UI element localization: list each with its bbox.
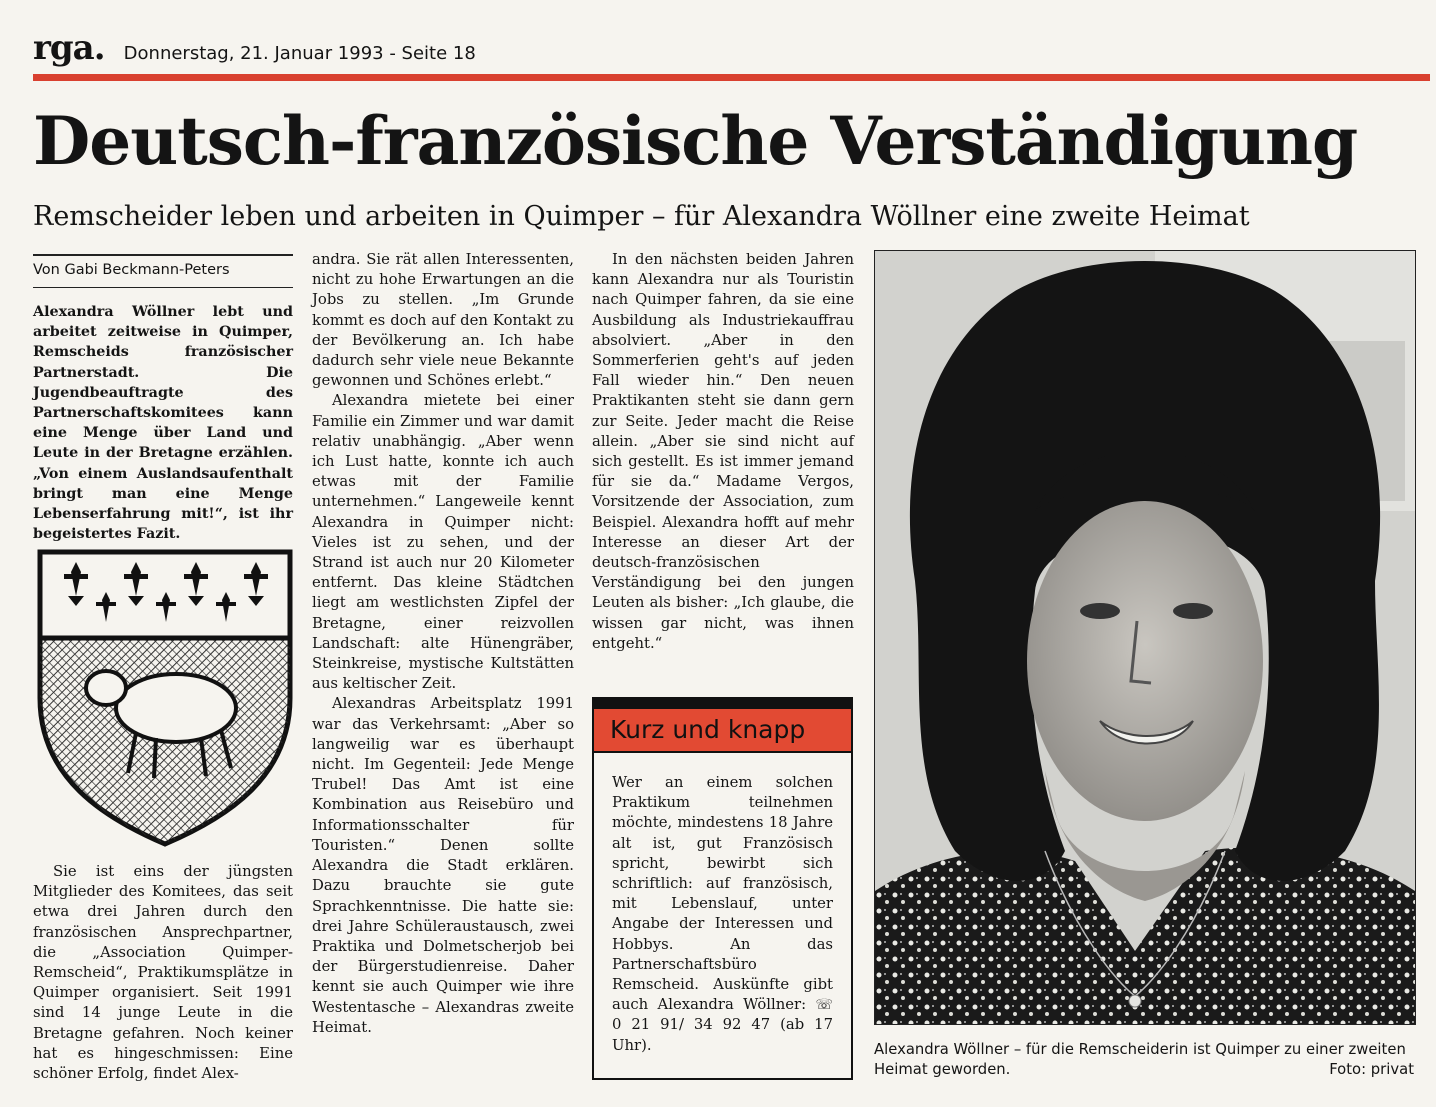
masthead xyxy=(33,28,476,68)
info-box-top-bar xyxy=(594,699,851,709)
portrait-photo-icon xyxy=(874,250,1416,1025)
column-paragraph: Sie ist eins der jüngsten Mitglieder des Komitees, das seit etwa drei Jahren durch den französischen Ansprechpartner, die „Association Quimper-Remscheid“, Praktikumsplätze in Quimper organisiert. Seit 1991 sind 14 junge Leute in die Bretagne gefahren. Noch keiner hat es hingeschmissen: Eine schöner Erfolg, findet Alex- xyxy=(33,863,293,1083)
caption-text: Alexandra Wöllner – für die Remscheiderin ist Quimper zu einer zweiten Heimat geworden. xyxy=(874,1041,1406,1078)
article-column-2 xyxy=(312,250,574,1038)
photo-caption xyxy=(874,1040,1414,1080)
column-paragraph: Alexandra mietete bei einer Familie ein Zimmer und war damit relativ unabhängig. „Aber wenn ich Lust hatte, konnte ich auch etwas mit der Familie unternehmen.“ Langeweile kennt Alexandra in Quimper nicht: Vieles ist zu sehen, und der Strand ist auch nur 20 Kilometer entfernt. Das kleine Städtchen liegt am westlichsten Zipfel der Bretagne, einer reizvollen Landschaft: alte Hünengräber, Steinkreise, mystische Kultstätten aus keltischer Zeit. xyxy=(312,392,574,693)
byline-rule-bottom xyxy=(33,287,293,288)
column-paragraph: Alexandras Arbeitsplatz 1991 war das Verkehrsamt: „Aber so langweilig war es überhaupt nicht. Im Gegenteil: Jede Menge Trubel! Das Amt ist eine Kombination aus Reisebüro und Informationsschalter für Touristen.“ Denen sollte Alexandra die Stadt erklären. Dazu brauchte sie gute Sprachkenntnisse. Die hatte sie: drei Jahre Schüleraustausch, zwei Praktika und Dolmetscherjob bei der Bürgerstudienreise. Daher kennt sie auch Quimper wie ihre Westentasche – Alexandras zweite Heimat. xyxy=(312,695,574,1036)
column-paragraph: In den nächsten beiden Jahren kann Alexandra nur als Touristin nach Quimper fahren, da sie eine Ausbildung als Industriekauffrau absolviert. „Aber in den Sommerferien geht's auf jeden Fall wieder hin.“ Den neuen Praktikanten steht sie dann gern zur Seite. Jeder macht die Reise allein. „Aber sie sind nicht auf sich gestellt. Es ist immer jemand für sie da.“ Madame Vergos, Vorsitzende der Association, zum Beispiel. Alexandra hofft auf mehr Interesse an dieser Art der deutsch-französischen Verständigung bei den jungen Leuten als bisher: „Ich glaube, die wissen gar nicht, was ihnen entgeht.“ xyxy=(592,251,854,652)
phone-note: (ab 17 Uhr). xyxy=(612,1016,833,1054)
byline-rule xyxy=(33,254,293,256)
info-box-text: Wer an einem solchen Praktikum teilnehmen möchte, mindestens 18 Jahre alt ist, gut Französisch spricht, bewirbt sich schriftlich: auf französisch, mit Lebenslauf, unter Angabe der Interessen und Hobbys. An das Partnerschaftsbüro Remscheid. Auskünfte gibt auch Alexandra Wöllner: xyxy=(612,774,833,1014)
phone-number: 0 21 91/ 34 92 47 xyxy=(612,1016,771,1034)
newspaper-logo: rga. xyxy=(33,28,105,68)
article-column-3 xyxy=(592,250,854,654)
byline: Von Gabi Beckmann-Peters xyxy=(33,262,230,278)
info-box xyxy=(592,697,853,1080)
column-paragraph: andra. Sie rät allen Interessenten, nicht zu hohe Erwartungen an die Jobs zu stellen. „Im Grunde kommt es doch auf den Kontakt zu der Bevölkerung an. Ich habe dadurch sehr viele neue Bekannte gewonnen und Schönes erlebt.“ xyxy=(312,251,574,390)
dateline: Donnerstag, 21. Januar 1993 - Seite 18 xyxy=(123,43,476,64)
article-column-1 xyxy=(33,862,293,1084)
info-box-body xyxy=(594,753,851,1056)
coat-of-arms-icon xyxy=(36,548,294,848)
headline: Deutsch-französische Verständigung xyxy=(33,102,1358,180)
lede-paragraph: Alexandra Wöllner lebt und arbeitet zeitweise in Quimper, Remscheids französischer Partnerstadt. Die Jugendbeauftragte des Partnerschaftskomitees kann eine Menge über Land und Leute in der Bretagne erzählen. „Von einem Auslandsaufenthalt bringt man eine Menge Lebenserfahrung mit!“, ist ihr begeistertes Fazit. xyxy=(33,304,293,543)
subheadline: Remscheider leben und arbeiten in Quimper – für Alexandra Wöllner eine zweite Heimat xyxy=(33,201,1250,232)
photo-credit: Foto: privat xyxy=(1329,1061,1414,1078)
telephone-icon: ☏ xyxy=(815,997,833,1014)
red-rule xyxy=(33,74,1430,81)
info-box-title: Kurz und knapp xyxy=(594,709,851,753)
